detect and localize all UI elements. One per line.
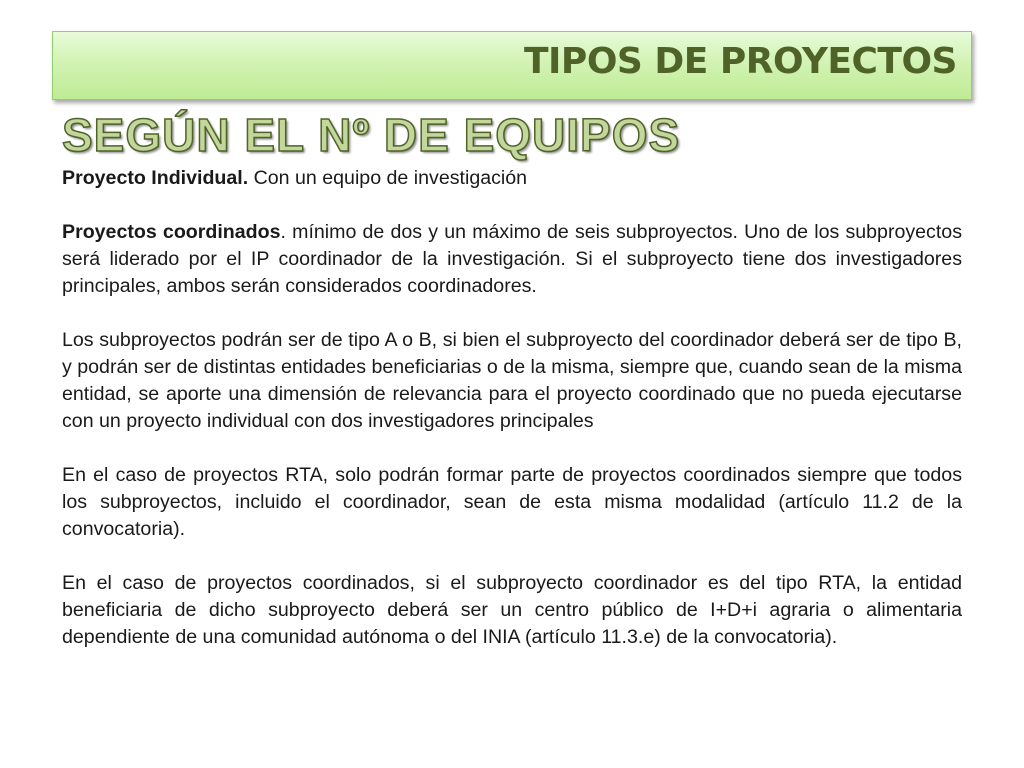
paragraph-subproyectos	[62, 327, 962, 435]
paragraph-text: En el caso de proyectos coordinados, si el subproyecto coordinador es del tipo RTA, la entidad beneficiaria de dicho subproyecto deberá ser un centro público de I+D+i agraria o alimentaria dependiente de una comunidad autónoma o del INIA (artículo 11.3.e) de la convocatoria).	[62, 572, 962, 648]
paragraph-lead: Proyectos coordinados	[62, 221, 281, 243]
paragraph-rta-coordinador	[62, 570, 962, 651]
body-text	[62, 165, 962, 678]
paragraph-lead: Proyecto Individual.	[62, 167, 249, 189]
slide-title: TIPOS DE PROYECTOS	[523, 41, 957, 82]
paragraph-individual	[62, 165, 962, 192]
title-banner	[52, 31, 972, 100]
paragraph-text: Los subproyectos podrán ser de tipo A o B, si bien el subproyecto del coordinador deberá ser de tipo B, y podrán ser de distintas entidades beneficiarias o de la misma, siempre que, cuando sean de la misma entidad, se aporte una dimensión de relevancia para el proyecto coordinado que no pueda ejecutarse con un proyecto individual con dos investigadores principales	[62, 329, 962, 432]
paragraph-text: . mínimo de dos y un máximo de seis subproyectos. Uno de los subproyectos será liderado por el IP coordinador de la investigación. Si el subproyecto tiene dos investigadores principales, ambos serán considerados coordinadores.	[62, 221, 962, 297]
paragraph-text: En el caso de proyectos RTA, solo podrán formar parte de proyectos coordinados siempre que todos los subproyectos, incluido el coordinador, sean de esta misma modalidad (artículo 11.2 de la convocatoria).	[62, 464, 962, 540]
section-heading: SEGÚN EL Nº DE EQUIPOS	[62, 109, 681, 161]
paragraph-rta	[62, 462, 962, 543]
paragraph-coordinados	[62, 219, 962, 300]
paragraph-text: Con un equipo de investigación	[248, 167, 528, 189]
